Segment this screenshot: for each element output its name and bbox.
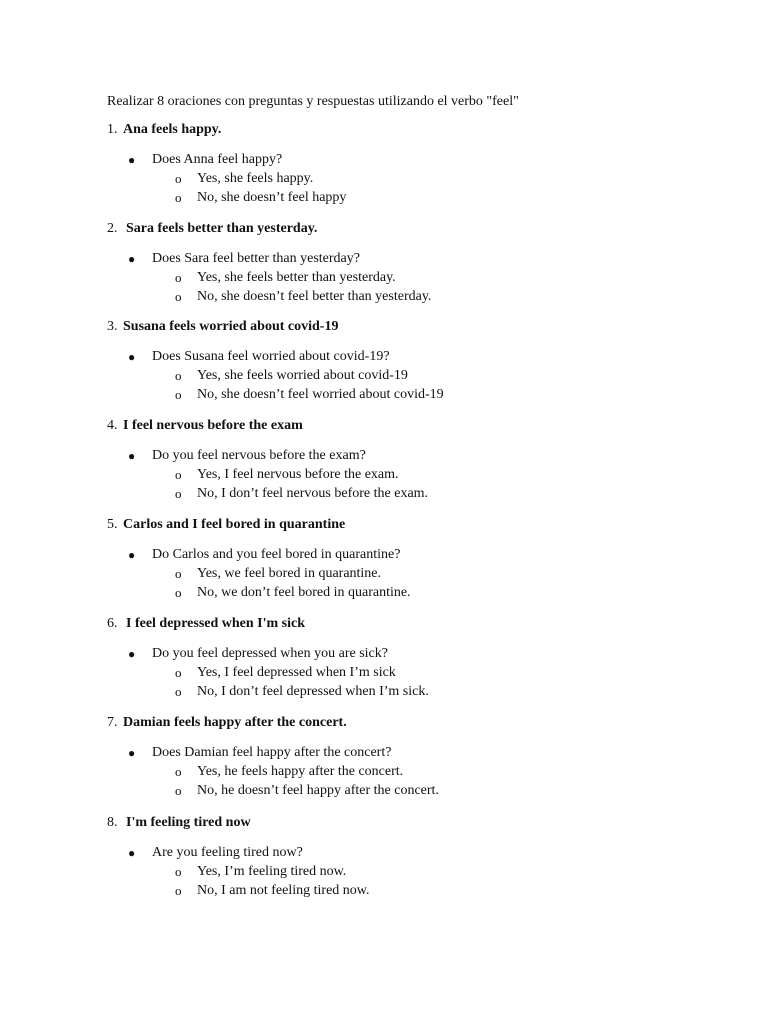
bullet-icon: ● (128, 449, 136, 463)
bullet-icon: ● (128, 350, 136, 364)
exercise-item (107, 318, 707, 404)
answer-line (107, 385, 707, 404)
item-title: Ana feels happy. (123, 122, 222, 137)
answer-text: Yes, I feel depressed when I’m sick (197, 665, 396, 680)
item-heading (107, 516, 707, 534)
question-line (107, 151, 707, 169)
question-text: Do you feel depressed when you are sick? (152, 646, 388, 661)
item-number: 7. (107, 715, 118, 730)
circle-bullet-icon: o (175, 684, 182, 699)
item-number: 3. (107, 319, 118, 334)
answer-text: Yes, she feels better than yesterday. (197, 270, 396, 285)
instruction-text: Realizar 8 oraciones con preguntas y respuestas utilizando el verbo "feel" (107, 94, 519, 109)
question-text: Do Carlos and you feel bored in quarantine? (152, 547, 401, 562)
answer-text: No, I don’t feel nervous before the exam. (197, 486, 429, 501)
exercise-item (107, 417, 707, 503)
question-line (107, 348, 707, 366)
exercise-item (107, 220, 707, 306)
question-line (107, 250, 707, 268)
bullet-icon: ● (128, 647, 136, 661)
exercise-item (107, 516, 707, 602)
answer-line (107, 881, 707, 900)
question-text: Does Sara feel better than yesterday? (152, 251, 360, 266)
answer-text: Yes, we feel bored in quarantine. (197, 566, 382, 581)
item-title: I'm feeling tired now (126, 815, 251, 830)
answer-line (107, 169, 707, 188)
answer-text: Yes, he feels happy after the concert. (197, 764, 404, 779)
item-title: Damian feels happy after the concert. (123, 715, 347, 730)
circle-bullet-icon: o (175, 864, 182, 879)
circle-bullet-icon: o (175, 190, 182, 205)
answer-text: No, she doesn’t feel worried about covid-19 (197, 387, 444, 402)
exercise-item (107, 814, 707, 900)
item-number: 8. (107, 815, 118, 830)
answer-text: Yes, I feel nervous before the exam. (197, 467, 399, 482)
item-heading (107, 417, 707, 435)
answer-text: No, he doesn’t feel happy after the concert. (197, 783, 439, 798)
answer-line (107, 268, 707, 287)
exercise-item (107, 615, 707, 701)
item-number: 1. (107, 122, 118, 137)
answer-line (107, 366, 707, 385)
question-line (107, 546, 707, 564)
bullet-icon: ● (128, 252, 136, 266)
bullet-icon: ● (128, 548, 136, 562)
item-number: 6. (107, 616, 118, 631)
answer-text: No, we don’t feel bored in quarantine. (197, 585, 411, 600)
answer-line (107, 781, 707, 800)
item-title: Sara feels better than yesterday. (126, 221, 318, 236)
circle-bullet-icon: o (175, 289, 182, 304)
question-text: Does Anna feel happy? (152, 152, 283, 167)
question-line (107, 645, 707, 663)
answer-text: No, I don’t feel depressed when I’m sick. (197, 684, 429, 699)
item-heading (107, 714, 707, 732)
item-title: I feel depressed when I'm sick (126, 616, 306, 631)
circle-bullet-icon: o (175, 486, 182, 501)
question-line (107, 447, 707, 465)
answer-line (107, 465, 707, 484)
item-number: 2. (107, 221, 118, 236)
answer-line (107, 564, 707, 583)
item-title: I feel nervous before the exam (123, 418, 303, 433)
bullet-icon: ● (128, 746, 136, 760)
circle-bullet-icon: o (175, 270, 182, 285)
answer-line (107, 663, 707, 682)
answer-text: No, she doesn’t feel better than yesterday. (197, 289, 432, 304)
circle-bullet-icon: o (175, 368, 182, 383)
item-number: 5. (107, 517, 118, 532)
answer-line (107, 287, 707, 306)
circle-bullet-icon: o (175, 665, 182, 680)
exercise-item (107, 121, 707, 207)
answer-text: Yes, I’m feeling tired now. (197, 864, 347, 879)
circle-bullet-icon: o (175, 783, 182, 798)
item-heading (107, 318, 707, 336)
circle-bullet-icon: o (175, 585, 182, 600)
answer-line (107, 682, 707, 701)
question-line (107, 844, 707, 862)
question-text: Are you feeling tired now? (152, 845, 303, 860)
item-title: Carlos and I feel bored in quarantine (123, 517, 346, 532)
answer-text: Yes, she feels worried about covid-19 (197, 368, 408, 383)
item-title: Susana feels worried about covid-19 (123, 319, 339, 334)
circle-bullet-icon: o (175, 387, 182, 402)
circle-bullet-icon: o (175, 764, 182, 779)
bullet-icon: ● (128, 153, 136, 167)
item-heading (107, 121, 707, 139)
circle-bullet-icon: o (175, 467, 182, 482)
question-text: Does Susana feel worried about covid-19? (152, 349, 390, 364)
item-heading (107, 220, 707, 238)
item-heading (107, 814, 707, 832)
answer-text: Yes, she feels happy. (197, 171, 314, 186)
answer-line (107, 862, 707, 881)
circle-bullet-icon: o (175, 171, 182, 186)
answer-line (107, 762, 707, 781)
item-number: 4. (107, 418, 118, 433)
question-text: Do you feel nervous before the exam? (152, 448, 366, 463)
question-line (107, 744, 707, 762)
answer-text: No, she doesn’t feel happy (197, 190, 347, 205)
circle-bullet-icon: o (175, 883, 182, 898)
answer-line (107, 188, 707, 207)
answer-text: No, I am not feeling tired now. (197, 883, 370, 898)
bullet-icon: ● (128, 846, 136, 860)
circle-bullet-icon: o (175, 566, 182, 581)
answer-line (107, 484, 707, 503)
exercise-item (107, 714, 707, 800)
question-text: Does Damian feel happy after the concert? (152, 745, 392, 760)
item-heading (107, 615, 707, 633)
answer-line (107, 583, 707, 602)
